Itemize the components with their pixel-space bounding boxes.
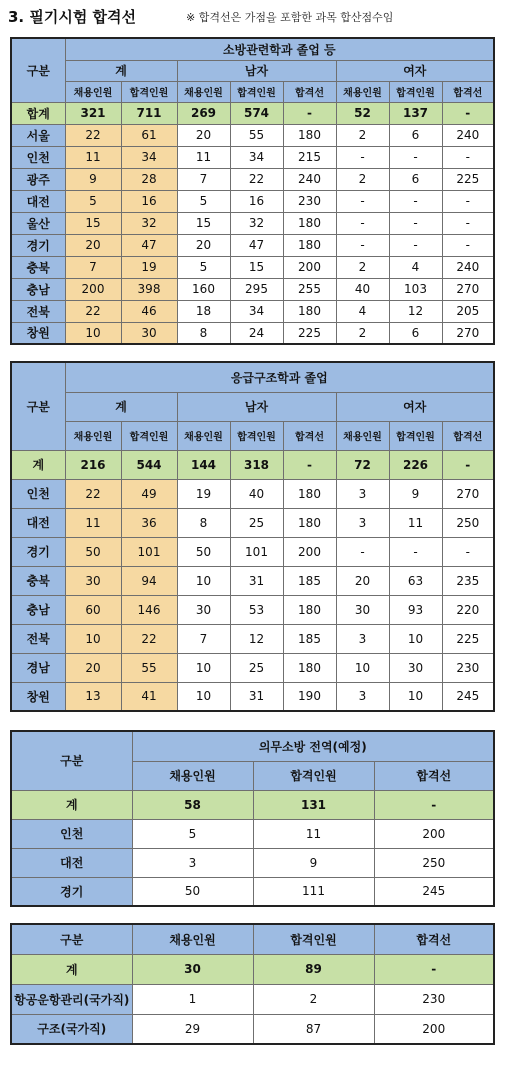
table-row	[11, 819, 494, 848]
table-cell: 10	[65, 624, 121, 653]
column-header: 합격인원	[253, 761, 374, 790]
table-cell: 1	[132, 984, 253, 1014]
table-national-positions	[10, 923, 495, 1045]
row-label: 항공운항관리(국가직)	[11, 984, 132, 1014]
row-label: 충북	[11, 256, 65, 278]
table-cell: 20	[336, 566, 389, 595]
row-label: 창원	[11, 322, 65, 344]
table-cell: 7	[177, 168, 230, 190]
table-cell: 8	[177, 508, 230, 537]
group-total-header: 계	[65, 60, 177, 81]
table-row	[11, 595, 494, 624]
table-cell: 32	[121, 212, 177, 234]
table-cell: 101	[230, 537, 283, 566]
column-header: 채용인원	[132, 924, 253, 954]
table-row	[11, 300, 494, 322]
table-cell: 144	[177, 450, 230, 479]
table-cell: 50	[65, 537, 121, 566]
table-cell: 103	[389, 278, 442, 300]
table-cell: 12	[230, 624, 283, 653]
table-cell: 20	[65, 653, 121, 682]
table-cell: 41	[121, 682, 177, 711]
table-cell: 28	[121, 168, 177, 190]
table-title: 응급구조학과 졸업	[65, 362, 494, 392]
table-cell: 9	[65, 168, 121, 190]
table-cell: 2	[336, 168, 389, 190]
column-header: 채용인원	[336, 81, 389, 102]
table-cell: 295	[230, 278, 283, 300]
table-cell: 22	[65, 479, 121, 508]
table-cell: 5	[132, 819, 253, 848]
table-cell: 9	[389, 479, 442, 508]
table-cell: 185	[283, 624, 336, 653]
table-cell: 230	[283, 190, 336, 212]
table-cell: 18	[177, 300, 230, 322]
table-cell: 10	[177, 653, 230, 682]
column-header: 채용인원	[65, 81, 121, 102]
table-cell: 34	[230, 146, 283, 168]
row-label: 경기	[11, 877, 132, 906]
table-cell: -	[442, 146, 494, 168]
total-row	[11, 790, 494, 819]
table-cell: 3	[336, 508, 389, 537]
column-header: 합격인원	[389, 421, 442, 450]
table-row	[11, 537, 494, 566]
table-cell: -	[336, 190, 389, 212]
table-cell: 10	[389, 682, 442, 711]
table-row	[11, 124, 494, 146]
table-cell: 47	[230, 234, 283, 256]
table-cell: 2	[336, 322, 389, 344]
table-cell: 7	[65, 256, 121, 278]
row-label: 구조(국가직)	[11, 1014, 132, 1044]
table-cell: -	[389, 234, 442, 256]
table-cell: -	[389, 190, 442, 212]
table-row	[11, 566, 494, 595]
table-row	[11, 322, 494, 344]
table-emergency-rescue-majors	[10, 361, 495, 712]
table-cell: 200	[283, 537, 336, 566]
table-cell: 22	[121, 624, 177, 653]
table-cell: 270	[442, 322, 494, 344]
table-cell: 225	[442, 624, 494, 653]
table-cell: 3	[132, 848, 253, 877]
column-header: 합격인원	[230, 81, 283, 102]
table-cell: 87	[253, 1014, 374, 1044]
table-cell: 11	[65, 508, 121, 537]
table-cell: 55	[230, 124, 283, 146]
table-cell: -	[336, 234, 389, 256]
table-cell: 245	[442, 682, 494, 711]
table-row	[11, 653, 494, 682]
table-cell: 4	[336, 300, 389, 322]
row-label-header: 구분	[11, 731, 132, 790]
table-cell: 15	[177, 212, 230, 234]
table-cell: -	[283, 450, 336, 479]
table-cell: 6	[389, 168, 442, 190]
table-cell: 94	[121, 566, 177, 595]
table-cell: 398	[121, 278, 177, 300]
table-cell: 22	[65, 300, 121, 322]
table-cell: 225	[442, 168, 494, 190]
table-cell: 5	[65, 190, 121, 212]
table-cell: 15	[65, 212, 121, 234]
table-row	[11, 682, 494, 711]
group-male-header: 남자	[177, 60, 336, 81]
table-cell: 2	[336, 124, 389, 146]
column-header: 합격선	[374, 761, 494, 790]
column-header: 채용인원	[177, 81, 230, 102]
page-title: 3. 필기시험 합격선	[8, 8, 137, 26]
table-cell: 250	[442, 508, 494, 537]
table-conscripted-firefighters	[10, 730, 495, 907]
table-row	[11, 984, 494, 1014]
table-cell: 30	[389, 653, 442, 682]
table-cell: 58	[132, 790, 253, 819]
table-cell: 190	[283, 682, 336, 711]
table-cell: 93	[389, 595, 442, 624]
table-cell: 216	[65, 450, 121, 479]
table-cell: 235	[442, 566, 494, 595]
table-row	[11, 212, 494, 234]
row-label: 경기	[11, 537, 65, 566]
table-cell: 22	[230, 168, 283, 190]
table-cell: 30	[121, 322, 177, 344]
table-cell: 25	[230, 653, 283, 682]
group-total-header: 계	[65, 392, 177, 421]
table-cell: 5	[177, 256, 230, 278]
row-label: 계	[11, 954, 132, 984]
table-cell: 11	[389, 508, 442, 537]
table-cell: 11	[177, 146, 230, 168]
table-cell: 11	[65, 146, 121, 168]
table-row	[11, 508, 494, 537]
table-cell: -	[389, 146, 442, 168]
row-label: 대전	[11, 848, 132, 877]
table-cell: 574	[230, 102, 283, 124]
table-cell: 318	[230, 450, 283, 479]
table-cell: 52	[336, 102, 389, 124]
column-header: 채용인원	[65, 421, 121, 450]
table-cell: 180	[283, 234, 336, 256]
table-cell: 10	[177, 566, 230, 595]
table-cell: 20	[177, 124, 230, 146]
row-label: 합계	[11, 102, 65, 124]
table-cell: -	[442, 537, 494, 566]
table-cell: 36	[121, 508, 177, 537]
table-title: 의무소방 전역(예정)	[132, 731, 494, 761]
table-cell: -	[389, 537, 442, 566]
column-header: 합격인원	[253, 924, 374, 954]
table-cell: -	[374, 790, 494, 819]
table-cell: 22	[65, 124, 121, 146]
column-header: 합격인원	[121, 421, 177, 450]
table-cell: 200	[283, 256, 336, 278]
row-label: 대전	[11, 190, 65, 212]
table-cell: 40	[230, 479, 283, 508]
table-cell: 34	[121, 146, 177, 168]
table-cell: 185	[283, 566, 336, 595]
table-cell: 160	[177, 278, 230, 300]
table-cell: 55	[121, 653, 177, 682]
table-cell: 225	[283, 322, 336, 344]
page-note: ※ 합격선은 가점을 포함한 과목 합산점수임	[186, 11, 394, 24]
table-cell: -	[283, 102, 336, 124]
table-fire-related-majors	[10, 37, 495, 345]
table-cell: 7	[177, 624, 230, 653]
page-header	[8, 6, 518, 28]
column-header: 합격인원	[230, 421, 283, 450]
table-cell: 50	[132, 877, 253, 906]
table-cell: 250	[374, 848, 494, 877]
table-cell: 6	[389, 322, 442, 344]
group-female-header: 여자	[336, 60, 494, 81]
row-label: 계	[11, 450, 65, 479]
table-cell: 131	[253, 790, 374, 819]
table-cell: 205	[442, 300, 494, 322]
table-cell: 240	[442, 124, 494, 146]
group-female-header: 여자	[336, 392, 494, 421]
table-cell: 61	[121, 124, 177, 146]
table-cell: -	[442, 234, 494, 256]
column-header: 합격선	[374, 924, 494, 954]
table-cell: 5	[177, 190, 230, 212]
table-cell: 15	[230, 256, 283, 278]
table-cell: 10	[336, 653, 389, 682]
table-cell: 50	[177, 537, 230, 566]
table-cell: 3	[336, 682, 389, 711]
table-cell: 31	[230, 566, 283, 595]
row-label: 대전	[11, 508, 65, 537]
table-cell: -	[336, 537, 389, 566]
table-cell: 230	[442, 653, 494, 682]
table-cell: 29	[132, 1014, 253, 1044]
table-cell: 111	[253, 877, 374, 906]
row-label: 인천	[11, 146, 65, 168]
table-cell: 47	[121, 234, 177, 256]
table-cell: 270	[442, 278, 494, 300]
row-label: 광주	[11, 168, 65, 190]
table-cell: 19	[177, 479, 230, 508]
row-label: 창원	[11, 682, 65, 711]
table-cell: 245	[374, 877, 494, 906]
table-row	[11, 234, 494, 256]
table-cell: 30	[177, 595, 230, 624]
table-cell: 60	[65, 595, 121, 624]
table-cell: 255	[283, 278, 336, 300]
table-cell: 30	[336, 595, 389, 624]
row-label: 충남	[11, 278, 65, 300]
table-cell: 20	[177, 234, 230, 256]
table-cell: -	[336, 212, 389, 234]
table-cell: 180	[283, 479, 336, 508]
table-cell: 321	[65, 102, 121, 124]
table-cell: 30	[132, 954, 253, 984]
table-cell: 30	[65, 566, 121, 595]
table-cell: 3	[336, 479, 389, 508]
table-row	[11, 256, 494, 278]
row-label: 전북	[11, 624, 65, 653]
table-cell: 200	[374, 819, 494, 848]
table-row	[11, 624, 494, 653]
table-cell: 240	[283, 168, 336, 190]
row-label-header: 구분	[11, 924, 132, 954]
table-cell: 101	[121, 537, 177, 566]
table-cell: 89	[253, 954, 374, 984]
table-cell: 49	[121, 479, 177, 508]
table-cell: 2	[253, 984, 374, 1014]
table-cell: 10	[177, 682, 230, 711]
row-label: 전북	[11, 300, 65, 322]
table-cell: 180	[283, 653, 336, 682]
table-cell: 34	[230, 300, 283, 322]
table-cell: 146	[121, 595, 177, 624]
group-male-header: 남자	[177, 392, 336, 421]
row-label: 인천	[11, 819, 132, 848]
table-cell: 19	[121, 256, 177, 278]
table-cell: 8	[177, 322, 230, 344]
table-cell: 32	[230, 212, 283, 234]
table-cell: 3	[336, 624, 389, 653]
table-cell: 215	[283, 146, 336, 168]
table-row	[11, 146, 494, 168]
row-label: 충남	[11, 595, 65, 624]
row-label: 서울	[11, 124, 65, 146]
table-cell: 63	[389, 566, 442, 595]
row-label: 경기	[11, 234, 65, 256]
table-title: 소방관련학과 졸업 등	[65, 38, 494, 60]
column-header: 채용인원	[177, 421, 230, 450]
total-row	[11, 954, 494, 984]
table-cell: -	[389, 212, 442, 234]
table-cell: 270	[442, 479, 494, 508]
table-cell: 10	[389, 624, 442, 653]
table-cell: -	[442, 212, 494, 234]
table-cell: 137	[389, 102, 442, 124]
row-label: 충북	[11, 566, 65, 595]
table-cell: 544	[121, 450, 177, 479]
table-cell: 31	[230, 682, 283, 711]
table-cell: -	[374, 954, 494, 984]
table-cell: 53	[230, 595, 283, 624]
table-cell: -	[442, 450, 494, 479]
table-row	[11, 1014, 494, 1044]
row-label: 인천	[11, 479, 65, 508]
table-row	[11, 168, 494, 190]
table-cell: 72	[336, 450, 389, 479]
table-cell: 711	[121, 102, 177, 124]
table-cell: 200	[374, 1014, 494, 1044]
table-cell: 180	[283, 595, 336, 624]
table-cell: 180	[283, 300, 336, 322]
total-row	[11, 102, 494, 124]
table-cell: -	[336, 146, 389, 168]
column-header: 채용인원	[132, 761, 253, 790]
table-cell: 220	[442, 595, 494, 624]
table-cell: 2	[336, 256, 389, 278]
table-row	[11, 190, 494, 212]
table-cell: 12	[389, 300, 442, 322]
column-header: 합격선	[442, 421, 494, 450]
row-label: 계	[11, 790, 132, 819]
table-row	[11, 877, 494, 906]
table-cell: 16	[121, 190, 177, 212]
table-cell: 20	[65, 234, 121, 256]
table-cell: 4	[389, 256, 442, 278]
table-cell: 46	[121, 300, 177, 322]
column-header: 합격선	[442, 81, 494, 102]
table-cell: 11	[253, 819, 374, 848]
table-row	[11, 278, 494, 300]
table-cell: 6	[389, 124, 442, 146]
table-cell: -	[442, 102, 494, 124]
column-header: 합격인원	[121, 81, 177, 102]
table-cell: 10	[65, 322, 121, 344]
table-cell: 180	[283, 212, 336, 234]
table-cell: 240	[442, 256, 494, 278]
table-cell: 230	[374, 984, 494, 1014]
column-header: 합격선	[283, 81, 336, 102]
table-row	[11, 848, 494, 877]
table-cell: 226	[389, 450, 442, 479]
column-header: 합격인원	[389, 81, 442, 102]
table-cell: 24	[230, 322, 283, 344]
table-row	[11, 479, 494, 508]
table-cell: 180	[283, 124, 336, 146]
table-cell: 25	[230, 508, 283, 537]
row-label-header: 구분	[11, 38, 65, 102]
total-row	[11, 450, 494, 479]
table-cell: 9	[253, 848, 374, 877]
table-cell: 200	[65, 278, 121, 300]
row-label-header: 구분	[11, 362, 65, 450]
table-cell: 16	[230, 190, 283, 212]
table-cell: 13	[65, 682, 121, 711]
table-cell: 180	[283, 508, 336, 537]
table-cell: 40	[336, 278, 389, 300]
row-label: 울산	[11, 212, 65, 234]
column-header: 합격선	[283, 421, 336, 450]
row-label: 경남	[11, 653, 65, 682]
column-header: 채용인원	[336, 421, 389, 450]
table-cell: 269	[177, 102, 230, 124]
table-cell: -	[442, 190, 494, 212]
